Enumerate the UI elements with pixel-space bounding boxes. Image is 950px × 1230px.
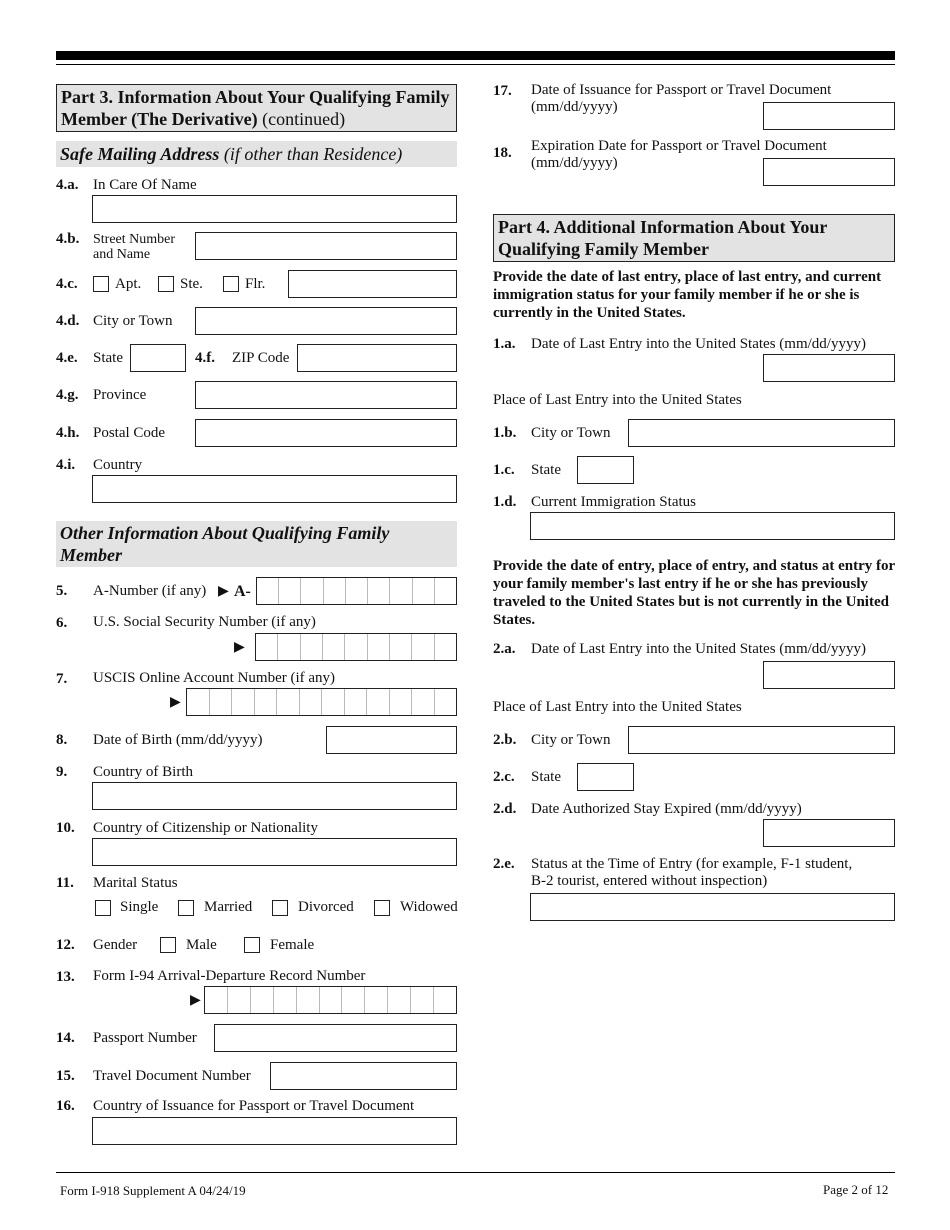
care-of-input[interactable] [92, 195, 457, 223]
field-num-1b: 1.b. [493, 425, 517, 441]
care-of-label: In Care Of Name [93, 177, 197, 193]
married-label: Married [204, 899, 253, 915]
issuance-date-input[interactable] [763, 102, 895, 130]
expiration-date-label-line1: Expiration Date for Passport or Travel Document [531, 138, 827, 154]
field-num-1c: 1.c. [493, 462, 515, 478]
immigration-status-input[interactable] [530, 512, 895, 540]
right-triangle-arrow-icon: ▶ [190, 993, 201, 1008]
entry-status-label [531, 856, 852, 890]
part4-instruction-2: Provide the date of entry, place of entry, and status at entry for your family member's last entry if he or she has previously traveled to the United States but is not currently in the United States. [493, 558, 895, 628]
stay-expired-input[interactable] [763, 819, 895, 847]
safe-mailing-header [56, 141, 457, 167]
single-label: Single [120, 899, 159, 915]
immigration-status-label: Current Immigration Status [531, 494, 696, 510]
form-id: Form I-918 Supplement A 04/24/19 [60, 1183, 246, 1198]
issuance-country-label: Country of Issuance for Passport or Travel Document [93, 1098, 415, 1114]
entry-status-input[interactable] [530, 893, 895, 921]
last-entry-date-input[interactable] [763, 354, 895, 382]
birth-country-input[interactable] [92, 782, 457, 810]
street-label-line2: and Name [93, 247, 151, 262]
safe-mailing-subtitle: (if other than Residence) [223, 144, 403, 164]
prior-entry-date-input[interactable] [763, 661, 895, 689]
married-checkbox[interactable] [178, 900, 194, 916]
place-of-entry-label-2: Place of Last Entry into the United States [493, 699, 742, 715]
a-number-label: A-Number (if any) [93, 583, 207, 599]
flr-checkbox[interactable] [223, 276, 239, 292]
field-num-4g: 4.g. [56, 387, 79, 403]
expiration-date-input[interactable] [763, 158, 895, 186]
field-num-4b: 4.b. [56, 231, 80, 247]
entry-city-label: City or Town [531, 425, 611, 441]
street-label-line1: Street Number [93, 232, 176, 247]
right-triangle-arrow-icon: ▶ [234, 640, 245, 655]
a-number-input[interactable] [256, 577, 457, 605]
citizenship-input[interactable] [92, 838, 457, 866]
city-input[interactable] [195, 307, 457, 335]
part4-instruction-1: Provide the date of last entry, place of last entry, and current immigration status for your family member if he or she is currently in the United States. [493, 269, 882, 321]
female-checkbox[interactable] [244, 937, 260, 953]
province-input[interactable] [195, 381, 457, 409]
apt-checkbox[interactable] [93, 276, 109, 292]
field-num-2b: 2.b. [493, 732, 517, 748]
top-rule-thin [56, 64, 895, 65]
field-num-2d: 2.d. [493, 801, 517, 817]
prior-entry-state-input[interactable] [577, 763, 634, 791]
field-num-2c: 2.c. [493, 769, 515, 785]
state-input[interactable] [130, 344, 186, 372]
citizenship-label: Country of Citizenship or Nationality [93, 820, 318, 836]
field-num-15: 15. [56, 1068, 75, 1084]
issuance-country-input[interactable] [92, 1117, 457, 1145]
i94-input[interactable] [204, 986, 457, 1014]
field-num-4a: 4.a. [56, 177, 79, 193]
entry-city-input[interactable] [628, 419, 895, 447]
right-triangle-arrow-icon: ▶ [218, 584, 229, 599]
top-rule-thick [56, 51, 895, 60]
right-triangle-arrow-icon: ▶ [170, 695, 181, 710]
last-entry-date-label: Date of Last Entry into the United States (mm/dd/yyyy) [531, 336, 866, 352]
footer-rule [56, 1172, 895, 1173]
part4-header: Part 4. Additional Information About Your Qualifying Family Member [493, 214, 895, 262]
female-label: Female [270, 937, 315, 953]
zip-input[interactable] [297, 344, 457, 372]
divorced-checkbox[interactable] [272, 900, 288, 916]
field-num-4i: 4.i. [56, 457, 76, 473]
issuance-date-label-line2: (mm/dd/yyyy) [531, 99, 618, 115]
prior-entry-state-label: State [531, 769, 561, 785]
field-num-17: 17. [493, 83, 512, 99]
field-num-10: 10. [56, 820, 75, 836]
entry-status-label-line1: Status at the Time of Entry (for example, F-1 student, [531, 856, 853, 872]
widowed-label: Widowed [400, 899, 458, 915]
unit-number-input[interactable] [288, 270, 457, 298]
travel-doc-input[interactable] [270, 1062, 457, 1090]
other-info-header: Other Information About Qualifying Family Member [56, 521, 457, 567]
entry-state-input[interactable] [577, 456, 634, 484]
passport-input[interactable] [214, 1024, 457, 1052]
country-input[interactable] [92, 475, 457, 503]
apt-label: Apt. [115, 276, 142, 292]
field-num-4f: 4.f. [195, 350, 215, 366]
part3-continued: (continued) [262, 109, 346, 129]
single-checkbox[interactable] [95, 900, 111, 916]
field-num-13: 13. [56, 969, 75, 985]
field-num-4h: 4.h. [56, 425, 80, 441]
birth-country-label: Country of Birth [93, 764, 193, 780]
part3-header [56, 84, 457, 132]
prior-entry-city-input[interactable] [628, 726, 895, 754]
field-num-9: 9. [56, 764, 68, 780]
a-number-prefix: A- [234, 583, 251, 600]
widowed-checkbox[interactable] [374, 900, 390, 916]
male-label: Male [186, 937, 217, 953]
flr-label: Flr. [245, 276, 266, 292]
country-label: Country [93, 457, 143, 473]
field-num-14: 14. [56, 1030, 75, 1046]
field-num-1d: 1.d. [493, 494, 517, 510]
street-input[interactable] [195, 232, 457, 260]
divorced-label: Divorced [298, 899, 354, 915]
stay-expired-label: Date Authorized Stay Expired (mm/dd/yyyy) [531, 801, 802, 817]
field-num-1a: 1.a. [493, 336, 516, 352]
place-of-entry-label-1: Place of Last Entry into the United States [493, 392, 742, 408]
expiration-date-label-line2: (mm/dd/yyyy) [531, 155, 618, 171]
uscis-account-input[interactable] [186, 688, 457, 716]
field-num-8: 8. [56, 732, 68, 748]
dob-input[interactable] [326, 726, 457, 754]
city-label: City or Town [93, 313, 173, 329]
field-num-6: 6. [56, 615, 68, 631]
entry-status-label-line2: B-2 tourist, entered without inspection) [531, 873, 768, 889]
field-num-18: 18. [493, 145, 512, 161]
zip-label: ZIP Code [232, 350, 290, 366]
page-number: Page 2 of 12 [823, 1182, 889, 1197]
ssn-label: U.S. Social Security Number (if any) [93, 614, 316, 630]
field-num-5: 5. [56, 583, 68, 599]
ste-label: Ste. [180, 276, 203, 292]
issuance-date-label-line1: Date of Issuance for Passport or Travel Document [531, 82, 832, 98]
postal-input[interactable] [195, 419, 457, 447]
passport-label: Passport Number [93, 1030, 197, 1046]
male-checkbox[interactable] [160, 937, 176, 953]
part3-title: Part 3. Information About Your Qualifying Family Member (The Derivative) [61, 87, 450, 129]
gender-label: Gender [93, 937, 138, 953]
uscis-label: USCIS Online Account Number (if any) [93, 670, 336, 686]
field-num-4c: 4.c. [56, 276, 78, 292]
field-num-7: 7. [56, 671, 68, 687]
travel-doc-label: Travel Document Number [93, 1068, 251, 1084]
postal-label: Postal Code [93, 425, 166, 441]
field-num-11: 11. [56, 875, 74, 891]
street-label [93, 232, 175, 262]
dob-label: Date of Birth (mm/dd/yyyy) [93, 732, 263, 748]
province-label: Province [93, 387, 147, 403]
safe-mailing-title: Safe Mailing Address [60, 144, 220, 164]
state-label: State [93, 350, 123, 366]
entry-state-label: State [531, 462, 561, 478]
ste-checkbox[interactable] [158, 276, 174, 292]
field-num-2e: 2.e. [493, 856, 515, 872]
field-num-16: 16. [56, 1098, 75, 1114]
field-num-4e: 4.e. [56, 350, 78, 366]
prior-entry-city-label: City or Town [531, 732, 611, 748]
ssn-input[interactable] [255, 633, 457, 661]
marital-label: Marital Status [93, 875, 178, 891]
field-num-2a: 2.a. [493, 641, 516, 657]
i94-label: Form I-94 Arrival-Departure Record Number [93, 968, 366, 984]
field-num-4d: 4.d. [56, 313, 80, 329]
prior-entry-date-label: Date of Last Entry into the United States (mm/dd/yyyy) [531, 641, 866, 657]
field-num-12: 12. [56, 937, 75, 953]
